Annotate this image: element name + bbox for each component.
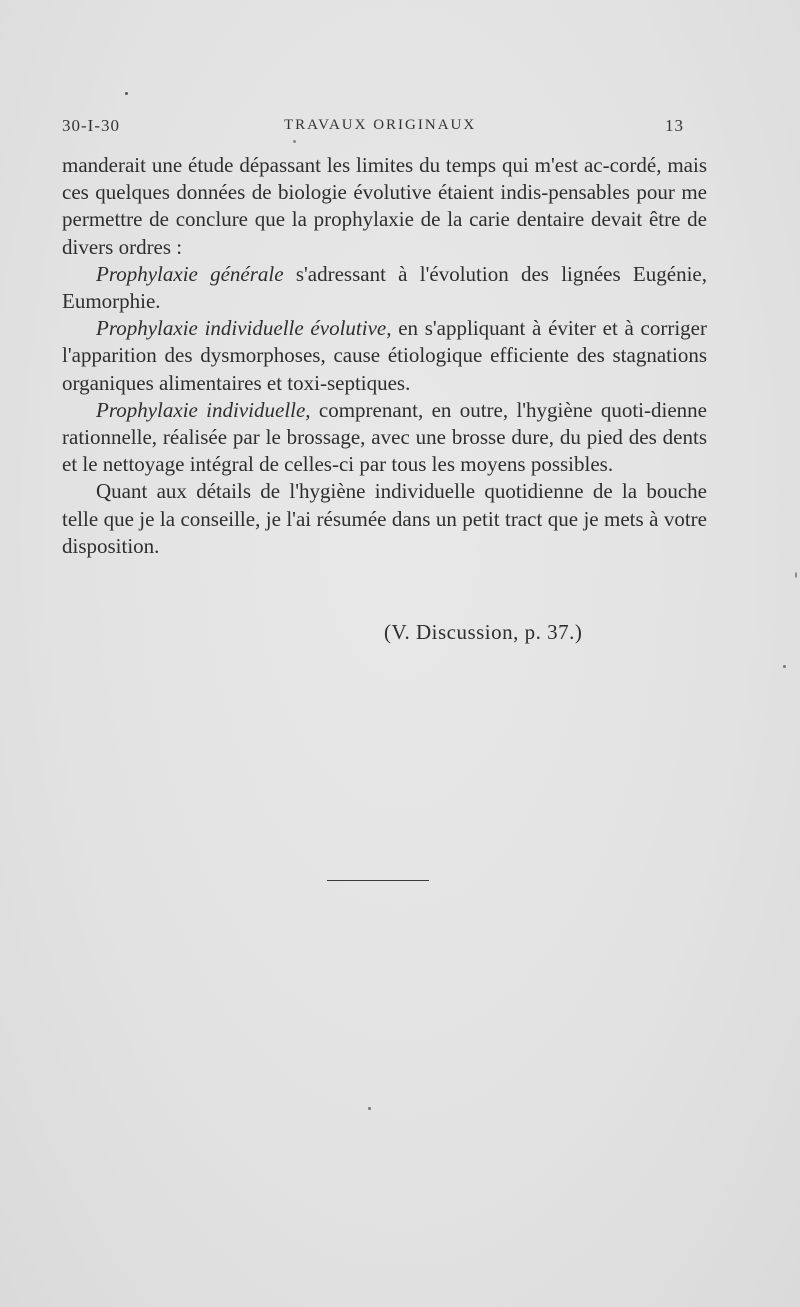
- paragraph-1-text: manderait une étude dépassant les limites du temps qui m'est ac-cordé, mais ces quelques données de biologie évolutive étaient indis-pensables pour me permettre de conclure que la prophylaxie de la carie dentaire devait être de divers ordres :: [62, 153, 707, 259]
- discussion-reference: (V. Discussion, p. 37.): [384, 620, 583, 644]
- end-rule: [327, 880, 429, 881]
- body-text: [62, 152, 707, 560]
- ink-speck: [125, 92, 128, 95]
- header-date: 30-I-30: [62, 116, 120, 135]
- ink-speck: [783, 665, 786, 668]
- paragraph-3-heading: Prophylaxie individuelle évolutive,: [96, 316, 392, 341]
- paragraph-2-text: s'adressant à l'évolution des lignées Eugénie, Eumorphie.: [62, 261, 707, 314]
- paragraph-2-heading: Prophylaxie générale: [96, 261, 284, 286]
- paragraph-4-text: comprenant, en outre, l'hygiène quoti-dienne rationnelle, réalisée par le brossage, avec une brosse dure, du pied des dents et le nettoyage intégral de celles-ci par tous les moyens possibles.: [62, 397, 707, 477]
- ink-speck: [795, 572, 797, 578]
- paragraph-1: [62, 152, 707, 261]
- ink-speck: [293, 140, 296, 143]
- paragraph-4-heading: Prophylaxie individuelle,: [96, 397, 311, 422]
- ink-speck: [368, 1107, 371, 1110]
- running-header: [62, 116, 684, 142]
- paragraph-5-text: Quant aux détails de l'hygiène individuelle quotidienne de la bouche telle que je la conseille, je l'ai résumée dans un petit tract que je mets à votre disposition.: [62, 479, 707, 558]
- page-number: 13: [665, 116, 684, 135]
- header-section-title: TRAVAUX ORIGINAUX: [284, 117, 477, 133]
- paragraph-3-text: en s'appliquant à éviter et à corriger l'apparition des dysmorphoses, cause étiologique efficiente des stagnations organiques alimentaires et toxi-septiques.: [62, 316, 707, 395]
- paragraph-4: [62, 397, 707, 479]
- paragraph-2: [62, 261, 707, 315]
- paragraph-5: [62, 478, 707, 560]
- paragraph-3: [62, 315, 707, 397]
